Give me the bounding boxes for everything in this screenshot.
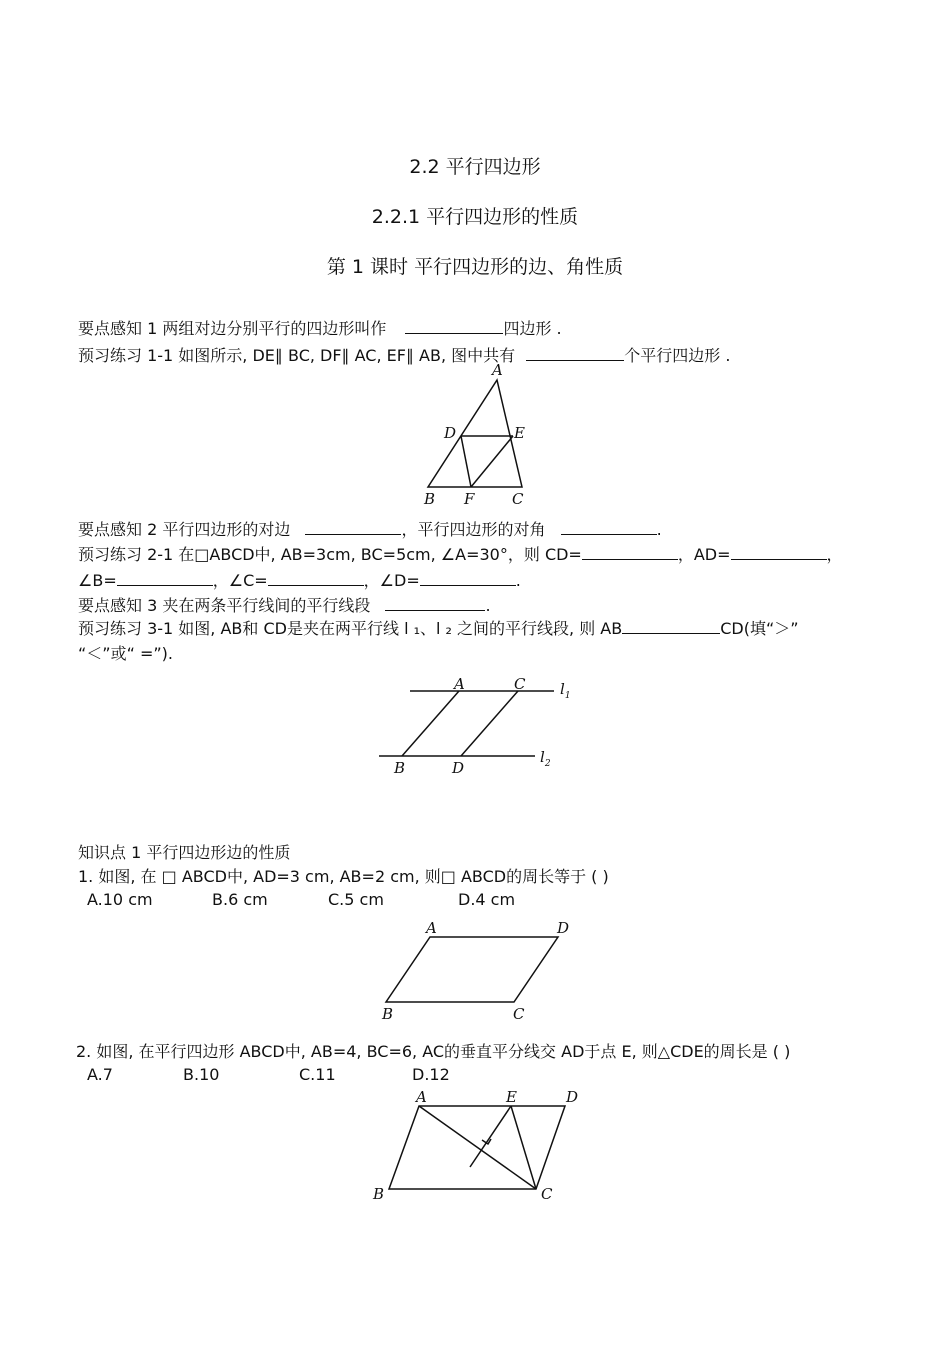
key-point-3-text: 要点感知 3 夹在两条平行线间的平行线段	[78, 596, 371, 615]
practice-2-1-tail: ，	[826, 545, 843, 564]
practice-1-1-tail: 个平行四边形 .	[624, 346, 731, 365]
choice-c[interactable]: C.5 cm	[328, 890, 384, 909]
label-e: E	[514, 424, 525, 442]
lesson-title: 第 1 课时 平行四边形的边、角性质	[326, 256, 624, 278]
label-e: E	[506, 1088, 517, 1106]
bisector-line	[470, 1106, 511, 1167]
label-a: A	[416, 1088, 427, 1106]
question-1: 1. 如图, 在 □ ABCD中, AD=3 cm, AB=2 cm, 则□ ABCD的周长等于 ( )	[78, 867, 609, 886]
choice-d[interactable]: D.12	[412, 1065, 450, 1084]
label-b: B	[424, 490, 436, 508]
label-d: D	[452, 759, 465, 777]
label-a: A	[426, 919, 437, 937]
label-c: C	[541, 1185, 553, 1203]
practice-1-1-text: 预习练习 1-1 如图所示, DE∥ BC, DF∥ AC, EF∥ AB, 图中共有	[78, 346, 516, 365]
label-a: A	[454, 675, 465, 693]
key-point-2-text: 要点感知 2 平行四边形的对边	[78, 520, 291, 539]
label-d: D	[557, 919, 570, 937]
choice-a[interactable]: A.10 cm	[87, 890, 153, 909]
key-point-3-tail: .	[485, 596, 491, 615]
practice-2-1-text: 预习练习 2-1 在□ABCD中, AB=3cm, BC=5cm, ∠A=30°，则 CD=	[78, 545, 582, 564]
angle-d-text: ，∠D=	[363, 571, 420, 590]
angle-b-text: ∠B=	[78, 571, 117, 590]
segment-ec	[511, 1106, 536, 1189]
key-point-1-text: 要点感知 1 两组对边分别平行的四边形叫作	[78, 319, 387, 338]
section-title: 2.2 平行四边形	[409, 156, 541, 178]
label-c: C	[514, 675, 526, 693]
subsection-title: 2.2.1 平行四边形的性质	[371, 206, 579, 228]
practice-2-1-mid: ，AD=	[677, 545, 731, 564]
practice-3-1-text: 预习练习 3-1 如图, AB和 CD是夹在两平行线 l ₁、l ₂ 之间的平行线段, 则 AB	[78, 619, 623, 638]
label-c: C	[513, 1005, 525, 1023]
key-point-2-tail: .	[656, 520, 662, 539]
label-d: D	[444, 424, 457, 442]
key-point-2-mid: ，平行四边形的对角	[401, 520, 546, 539]
label-d: D	[566, 1088, 579, 1106]
angle-c-text: ，∠C=	[212, 571, 268, 590]
label-l1: $l_1$	[560, 680, 571, 701]
choice-c[interactable]: C.11	[299, 1065, 336, 1084]
choice-b[interactable]: B.10	[183, 1065, 220, 1084]
practice-3-1-tail: CD(填“＞”	[720, 619, 799, 638]
label-a: A	[492, 361, 503, 379]
label-b: B	[373, 1185, 385, 1203]
choice-a[interactable]: A.7	[87, 1065, 113, 1084]
diagonal-ac	[419, 1106, 536, 1189]
label-f: F	[464, 490, 475, 508]
practice-3-1-cont: “＜”或“ =”).	[78, 644, 173, 663]
question-2: 2. 如图, 在平行四边形 ABCD中, AB=4, BC=6, AC的垂直平分线交 AD于点 E, 则△CDE的周长是 ( )	[76, 1042, 791, 1061]
label-l2: $l_2$	[540, 748, 551, 769]
angle-tail: .	[515, 571, 521, 590]
choice-d[interactable]: D.4 cm	[458, 890, 516, 909]
label-b: B	[382, 1005, 394, 1023]
knowledge-point-1: 知识点 1 平行四边形边的性质	[78, 843, 291, 862]
choice-b[interactable]: B.6 cm	[212, 890, 268, 909]
label-c: C	[512, 490, 524, 508]
key-point-1-tail: 四边形 .	[503, 319, 562, 338]
label-b: B	[394, 759, 406, 777]
